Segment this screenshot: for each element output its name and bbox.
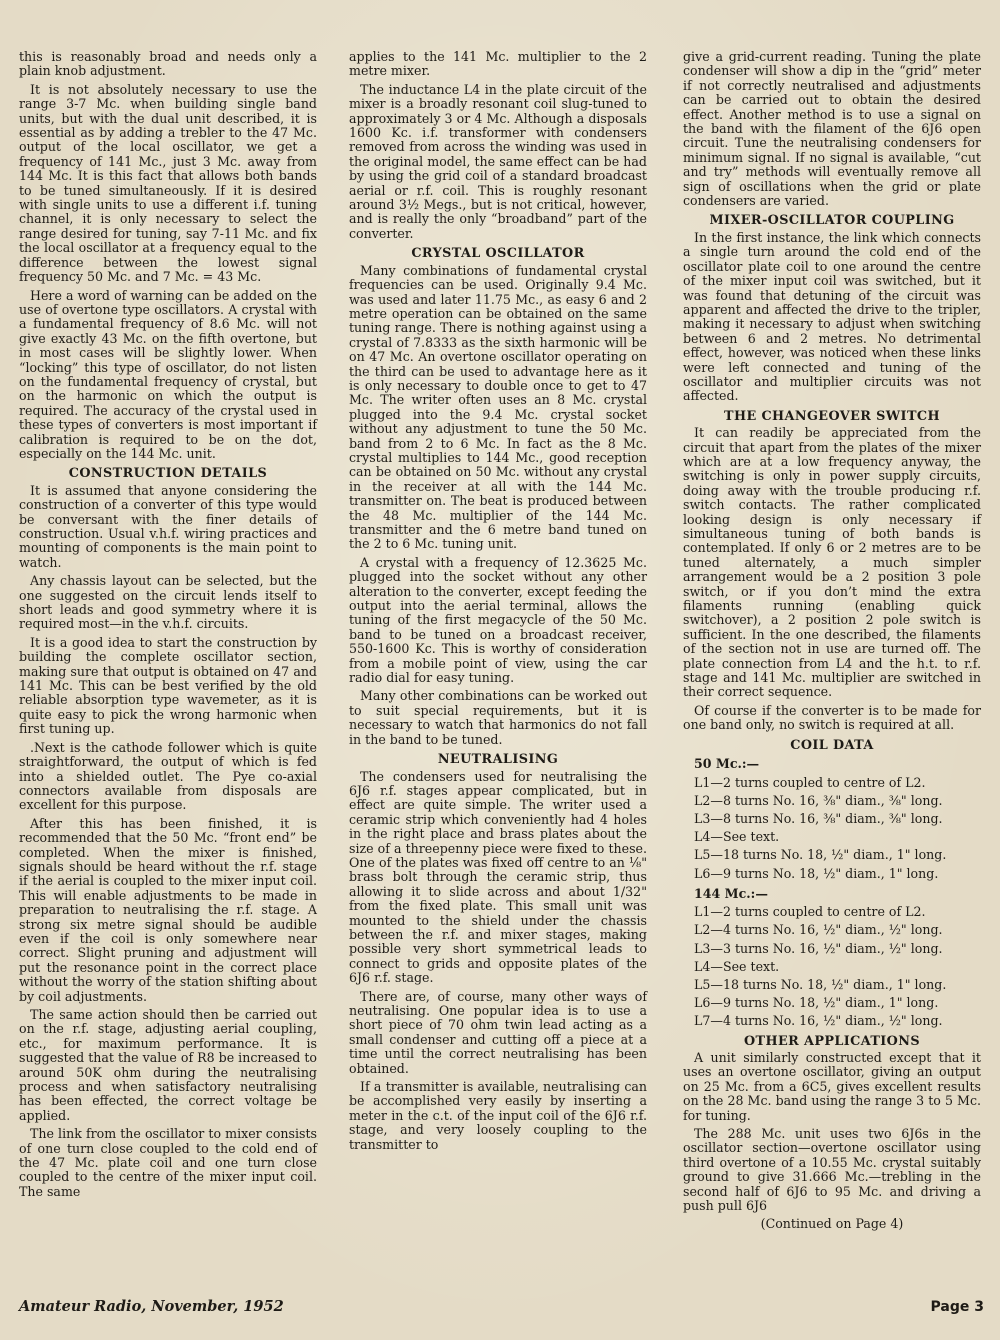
publication-footer: Amateur Radio, November, 1952 (19, 1298, 284, 1315)
coil-line: L1—2 turns coupled to centre of L2. (694, 774, 926, 790)
coil-group-heading: 144 Mc.:— (694, 885, 768, 901)
section-heading-mixer-oscillator-coupling: MIXER-OSCILLATOR COUPLING (709, 213, 955, 229)
paragraph: There are, of course, many other ways of neutralising. One popular idea is to use a short piece of 70 ohm twin lead acting as a small condenser and cutting off a piece at a time until the correct neutralising has been obtained. (349, 988, 647, 1076)
continued-note: (Continued on Page 4) (760, 1216, 904, 1232)
text-column-1 (19, 50, 317, 1203)
page-number: Page 3 (930, 1299, 984, 1315)
paragraph: The 288 Mc. unit uses two 6J6s in the oscillator section—overtone oscillator using third overtone of a 10.55 Mc. crystal suitably ground to give 31.666 Mc.—trebling in the second half of 6J6 to 95 Mc. and driving a push pull 6J6 (683, 1125, 981, 1214)
paragraph: The condensers used for neutralising the 6J6 r.f. stages appear complicated, but in effect are quite simple. The writer used a ceramic strip which conveniently had 4 holes in the right place and brass plates about the size of a threepenny piece were fixed to these. One of the plates was fixed off centre to an ⅛" brass bolt through the ceramic strip, thus allowing it to slide across and about 1/32" from the fixed plate. This small unit was mounted to the shield under the chassis between the r.f. and mixer stages, making possible very short symmetrical leads to connect to grids and opposite plates of the 6J6 r.f. stage. (349, 768, 647, 986)
coil-line: L1—2 turns coupled to centre of L2. (694, 904, 926, 920)
coil-group-heading: 50 Mc.:— (694, 756, 760, 772)
section-heading-coil-data: COIL DATA (790, 737, 874, 753)
paragraph: A unit similarly constructed except that it uses an overtone oscillator, giving an output on 25 Mc. from a 6C5, gives excellent results on the 28 Mc. band using the range 3 to 5 Mc. for tuning. (683, 1049, 981, 1123)
paragraph: Here a word of warning can be added on the use of overtone type oscillators. A crystal with a fundamental frequency of 8.6 Mc. will not give exactly 43 Mc. on the fifth overtone, but in most cases will be slightly lower. When “locking” this type of oscillator, do not listen on the fundamental frequency of crystal, but on the harmonic on which the output is required. The accuracy of the crystal used in these types of converters is most important if calibration is required to be on the dot, especially on the 144 Mc. unit. (19, 287, 317, 461)
paragraph: After this has been finished, it is recommended that the 50 Mc. “front end” be completed. When the mixer is finished, signals should be heard without the r.f. stage if the aerial is coupled to the mixer input coil. This will enable adjustments to be made in preparation to neutralising the r.f. stage. A strong six metre signal should be audible even if the coil is only somewhere near correct. Slight pruning and adjustment will put the resonance point in the correct place without the worry of the station shifting about by coil adjustments. (19, 815, 317, 1004)
paragraph: If a transmitter is available, neutralising can be accomplished very easily by inserting a meter in the c.t. of the input coil of the 6J6 r.f. stage, and very loosely coupling to the transmitter to (349, 1079, 647, 1152)
paragraph: Any chassis layout can be selected, but the one suggested on the circuit lends itself to short leads and good symmetry where it is required most—in the v.h.f. circuits. (19, 573, 317, 632)
paragraph: A crystal with a frequency of 12.3625 Mc. plugged into the socket without any other alteration to the converter, except feeding the output into the aerial terminal, allows the tuning of the first megacycle of the 50 Mc. band to be tuned on a broadcast receiver, 550-1600 Kc. This is worthy of consideration from a mobile point of view, using the car radio dial for easy tuning. (349, 554, 647, 686)
paragraph: It is not absolutely necessary to use the range 3-7 Mc. when building single band units, but with the dual unit described, it is essential as by adding a trebler to the 47 Mc. output of the local oscillator, we get a frequency of 141 Mc., just 3 Mc. away from 144 Mc. It is this fact that allows both bands to be tuned simultaneously. If it is desired with single units to use a different i.f. tuning channel, it is only necessary to select the range desired for tuning, say 7-11 Mc. and fix the local oscillator at a frequency equal to the difference between the lowest signal frequency 50 Mc. and 7 Mc. = 43 Mc. (19, 81, 317, 285)
paragraph: applies to the 141 Mc. multiplier to the 2 metre mixer. (349, 49, 647, 79)
coil-line: L5—18 turns No. 18, ½" diam., 1" long. (694, 976, 947, 992)
paragraph: The inductance L4 in the plate circuit of the mixer is a broadly resonant coil slug-tuned to approximately 3 or 4 Mc. Although a disposals 1600 Kc. i.f. transformer with condensers removed from across the winding was used in the original model, the same effect can be had by using the grid coil of a standard broadcast aerial or r.f. coil. This is roughly resonant around 3½ Megs., but is not critical, however, and is really the only “broadband” part of the converter. (349, 81, 647, 241)
paragraph: Many combinations of fundamental crystal frequencies can be used. Originally 9.4 Mc. was used and later 11.75 Mc., as easy 6 and 2 metre operation can be obtained on the same tuning range. There is nothing against using a crystal of 7.8333 as the sixth harmonic will be on 47 Mc. An overtone oscillator operating on the third can be used to advantage here as it is only necessary to double once to get to 47 Mc. The writer often uses an 8 Mc. crystal plugged into the 9.4 Mc. crystal socket without any adjustment to tune the 50 Mc. band from 2 to 6 Mc. In fact as the 8 Mc. crystal multiplies to 144 Mc., good reception can be obtained on 50 Mc. without any crystal in the receiver at all with the 144 Mc. transmitter on. The beat is produced between the 48 Mc. multiplier of the 144 Mc. transmitter and the 6 metre band tuned on the 2 to 6 Mc. tuning unit. (349, 262, 647, 552)
coil-line: L2—4 turns No. 16, ½" diam., ½" long. (694, 922, 943, 938)
coil-line: L5—18 turns No. 18, ½" diam., 1" long. (694, 847, 947, 863)
text-column-2 (349, 50, 647, 1156)
paragraph: It is assumed that anyone considering the construction of a converter of this type would be conversant with the finer details of construction. Usual v.h.f. wiring practices and mounting of components is the main point to watch. (19, 482, 317, 570)
paragraph: this is reasonably broad and needs only a plain knob adjustment. (19, 49, 317, 79)
coil-line: L7—4 turns No. 16, ½" diam., ½" long. (694, 1013, 943, 1029)
text-column-3 (683, 50, 981, 1236)
section-heading-neutralising: NEUTRALISING (437, 752, 559, 768)
section-heading-changeover-switch: THE CHANGEOVER SWITCH (724, 408, 940, 424)
paragraph: It can readily be appreciated from the circuit that apart from the plates of the mixer which are at a low frequency anyway, the switching is only in power supply circuits, doing away with the trouble producing r.f. switch contacts. The rather complicated looking design is only necessary if simultaneous tuning of both bands is contemplated. If only 6 or 2 metres are to be tuned alternately, a much simpler arrangement would be a 2 position 3 pole switch, or if you don’t mind the extra filaments running (enabling quick switchover), a 2 position 2 pole switch is sufficient. In the one described, the filaments of the section not in use are turned off. The plate connection from L4 and the h.t. to r.f. stage and 141 Mc. multiplier are switched in their correct sequence. (683, 425, 981, 700)
paragraph: The link from the oscillator to mixer consists of one turn close coupled to the cold end of the 47 Mc. plate coil and one turn close coupled to the centre of the mixer input coil. The same (19, 1126, 317, 1199)
section-heading-crystal-oscillator: CRYSTAL OSCILLATOR (411, 246, 585, 262)
coil-line: L4—See text. (694, 958, 780, 974)
paragraph: .Next is the cathode follower which is quite straightforward, the output of which is fed into a shielded outlet. The Pye co-axial connectors available from disposals are excellent for this purpose. (19, 739, 317, 813)
coil-line: L6—9 turns No. 18, ½" diam., 1" long. (694, 995, 939, 1011)
coil-line: L6—9 turns No. 18, ½" diam., 1" long. (694, 865, 939, 881)
paragraph: Of course if the converter is to be made for one band only, no switch is required at all. (683, 702, 981, 733)
paragraph: give a grid-current reading. Tuning the plate condenser will show a dip in the “grid” meter if not correctly neutralised and adjustments can be carried out to obtain the desired effect. Another method is to use a signal on the band with the filament of the 6J6 open circuit. Tune the neutralising condensers for minimum signal. If no signal is available, “cut and try” methods will eventually remove all sign of oscillations when the grid or plate condensers are varied. (683, 49, 981, 209)
coil-line: L4—See text. (694, 829, 780, 845)
paragraph: The same action should then be carried out on the r.f. stage, adjusting aerial coupling, etc., for maximum performance. It is suggested that the value of R8 be increased to around 50K ohm during the neutralising process and when satisfactory neutralising has been effected, the correct voltage be applied. (19, 1007, 317, 1123)
coil-line: L3—8 turns No. 16, ⅜" diam., ⅜" long. (694, 810, 943, 826)
section-heading-other-applications: OTHER APPLICATIONS (744, 1033, 920, 1049)
coil-data-50mc (683, 757, 981, 881)
paragraph: In the first instance, the link which connects a single turn around the cold end of the oscillator plate coil to one around the centre of the mixer input coil was switched, but it was found that detuning of the circuit was apparent and affected the drive to the tripler, making it necessary to adjust when switching between 6 and 2 metres. No detrimental effect, however, was noticed when these links were left connected and tuning of the oscillator and multiplier circuits was not affected. (683, 229, 981, 404)
coil-data-144mc (683, 887, 981, 1029)
coil-line: L2—8 turns No. 16, ⅜" diam., ⅜" long. (694, 792, 943, 808)
section-heading-construction: CONSTRUCTION DETAILS (68, 466, 268, 482)
coil-line: L3—3 turns No. 16, ½" diam., ½" long. (694, 940, 943, 956)
paragraph: It is a good idea to start the construction by building the complete oscillator section, making sure that output is obtained on 47 and 141 Mc. This can be best verified by the old reliable absorption type wavemeter, as it is quite easy to pick the wrong harmonic when first tuning up. (19, 634, 317, 737)
paragraph: Many other combinations can be worked out to suit special requirements, but it is necessary to watch that harmonics do not fall in the band to be tuned. (349, 688, 647, 747)
